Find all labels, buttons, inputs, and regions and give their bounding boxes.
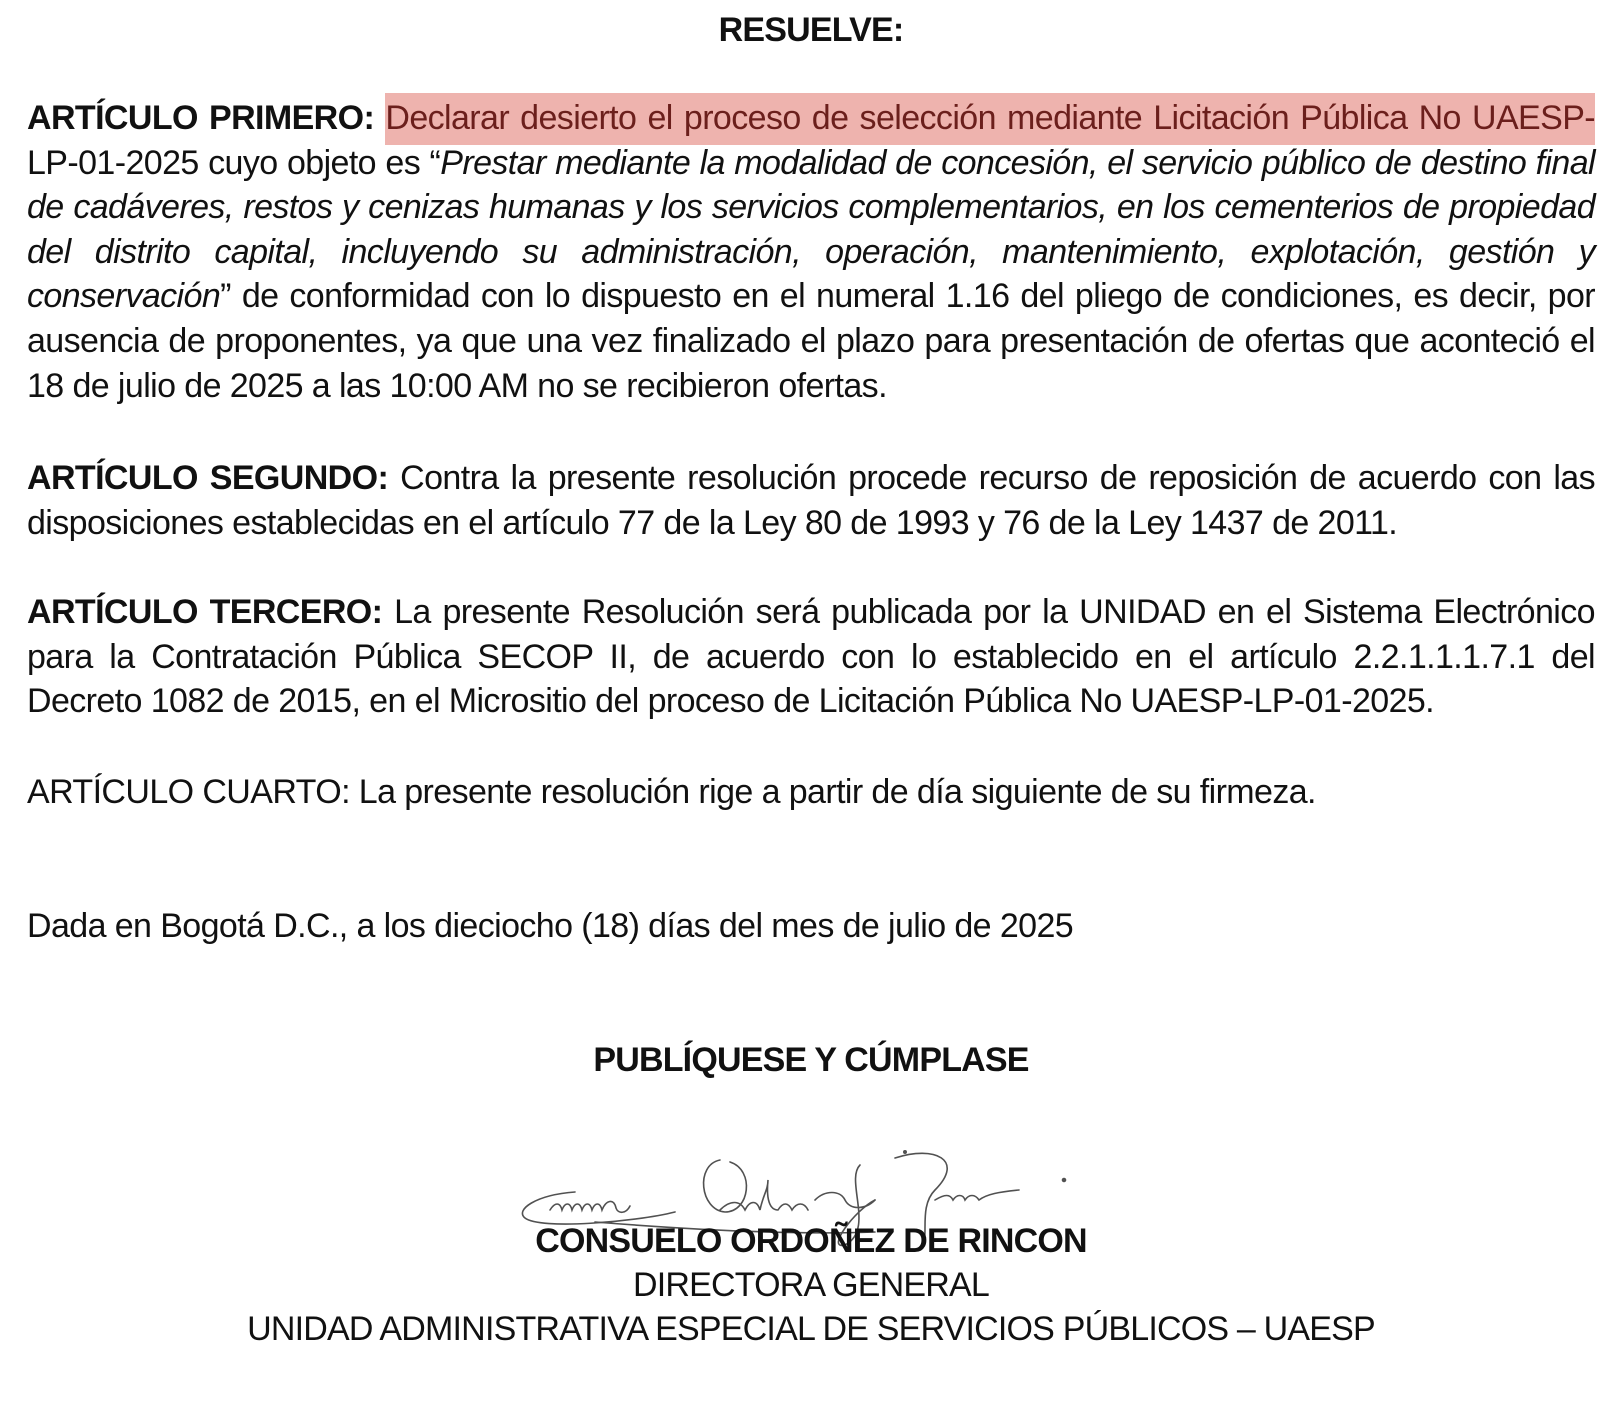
article-segundo-text: Contra la presente resolución procede recurso de reposición de acuerdo con las disposiciones establecidas en el artículo 77 de la Ley 80 de 1993 y 76 de la Ley 1437 de 2011.: [27, 459, 1595, 542]
dated-line: Dada en Bogotá D.C., a los dieciocho (18) días del mes de julio de 2025: [27, 907, 1074, 945]
article-tercero-text: La presente Resolución será publicada por la UNIDAD en el Sistema Electrónico para la Contratación Pública SECOP II, de acuerdo con lo establecido en el artículo 2.2.1.1.1.7.1 del Decreto 1082 de 2015, en el Micrositio del proceso de Licitación Pública No UAESP-LP-01-2025.: [27, 593, 1595, 721]
contract-object-italic: Prestar mediante la modalidad de concesión, el servicio público de destino final de cadáveres, restos y cenizas humanas y los servicios complementarios, en los cementerios de propiedad del distrito capital, incluyendo su administración, operación, mantenimiento, explotación, gestión y conservación: [27, 143, 1595, 316]
cut-off-previous-line: [0, 0, 1622, 4]
article-segundo: [27, 456, 1595, 545]
article-cuarto-label: ARTÍCULO CUARTO:: [27, 773, 350, 811]
highlighted-text: Declarar desierto el proceso de selección mediante Licitación Pública No UAESP-: [385, 93, 1595, 145]
article-primero: [27, 96, 1595, 408]
resuelve-heading: RESUELVE:: [718, 11, 904, 49]
article-cuarto: [27, 770, 1595, 815]
signatory-title: DIRECTORA GENERAL: [632, 1266, 990, 1304]
article-primero-text-2: ” de conformidad con lo dispuesto en el numeral 1.16 del pliego de condiciones, es decir, por ausencia de proponentes, ya que una vez finalizado el plazo para presentación de ofertas que aconteció el 18 de julio de 2025 a las 10:00 AM no se recibieron ofertas.: [27, 277, 1595, 405]
signatory-organization: UNIDAD ADMINISTRATIVA ESPECIAL DE SERVICIOS PÚBLICOS – UAESP: [247, 1310, 1375, 1348]
article-cuarto-text: La presente resolución rige a partir de día siguiente de su firmeza.: [358, 773, 1316, 811]
article-primero-label: ARTÍCULO PRIMERO:: [27, 99, 375, 137]
article-primero-text-1: LP-01-2025 cuyo objeto es “: [27, 143, 441, 182]
closing-statement: PUBLÍQUESE Y CÚMPLASE: [593, 1041, 1029, 1079]
article-tercero-label: ARTÍCULO TERCERO:: [27, 593, 383, 631]
article-segundo-label: ARTÍCULO SEGUNDO:: [27, 459, 389, 497]
article-tercero: [27, 590, 1595, 724]
signatory-name: CONSUELO ORDOÑEZ DE RINCON: [535, 1222, 1087, 1260]
